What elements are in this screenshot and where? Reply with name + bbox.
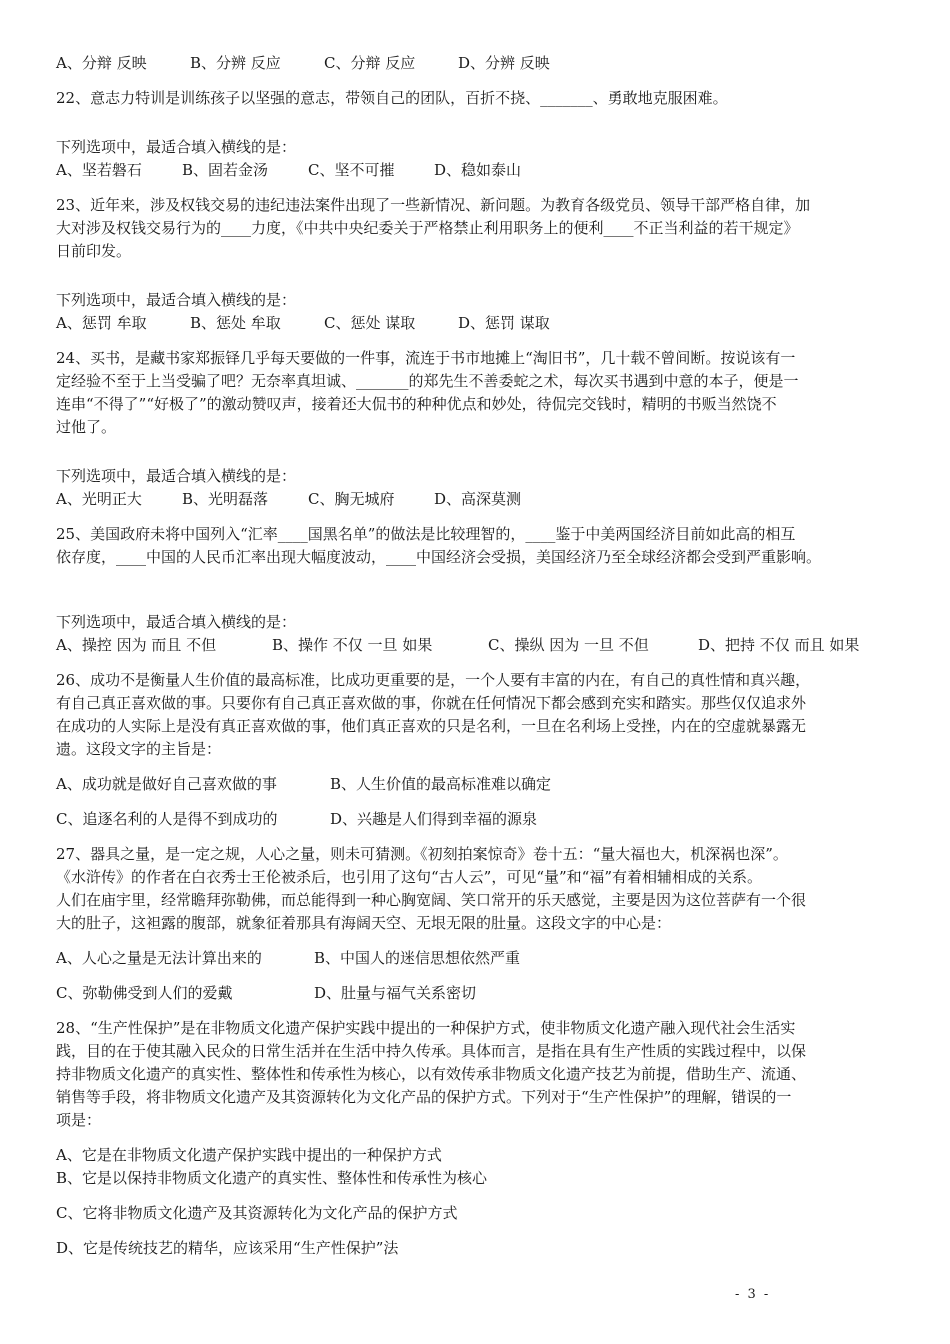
q21-option-b: B、分辨 反应 xyxy=(190,54,281,72)
q21-option-d: D、分辨 反映 xyxy=(458,54,550,72)
q27-line-3: 人们在庙宇里，经常瞻拜弥勒佛，而总能得到一种心胸宽阔、笑口常开的乐天感觉，主要是因为这位菩萨有一个很 xyxy=(56,891,807,909)
q23-line-3: 日前印发。 xyxy=(56,242,132,260)
q21-option-c: C、分辩 反应 xyxy=(324,54,416,72)
q28-line-3: 持非物质文化遗产的真实性、整体性和传承性为核心，以有效传承非物质文化遗产技艺为前提，借助生产、流通、 xyxy=(56,1065,807,1083)
q22-option-c: C、坚不可摧 xyxy=(308,161,395,179)
q22-option-b: B、固若金汤 xyxy=(182,161,269,179)
q24-line-3: 连串“不得了”“好极了”的激动赞叹声，接着还大侃书的种种优点和妙处，待侃完交钱时，精明的书贩当然饶不 xyxy=(56,395,777,413)
q26-options-row-1 xyxy=(56,773,906,796)
q26-option-d: D、兴趣是人们得到幸福的源泉 xyxy=(330,810,538,828)
q26-options-row-2 xyxy=(56,808,906,831)
page-number: - 3 - xyxy=(735,1287,771,1302)
q22-option-a: A、坚若磐石 xyxy=(56,161,142,179)
q27-options-row-2 xyxy=(56,982,906,1005)
q27-line-4: 大的肚子，这袒露的腹部，就象征着那具有海阔天空、无垠无限的肚量。这段文字的中心是： xyxy=(56,914,672,932)
q24-line-1: 24、买书，是藏书家郑振铎几乎每天要做的一件事，流连于书市地摊上“淘旧书”，几十载不曾间断。按说该有一 xyxy=(56,349,796,367)
q28-option-b: B、它是以保持非物质文化遗产的真实性、整体性和传承性为核心 xyxy=(56,1169,488,1187)
q24-line-2: 定经验不至于上当受骗了吧？无奈率真坦诚、_______的郑先生不善委蛇之术，每次买书遇到中意的本子，便是一 xyxy=(56,372,799,390)
q23-prompt: 下列选项中，最适合填入横线的是： xyxy=(56,291,297,309)
q23-option-a: A、惩罚 牟取 xyxy=(56,314,147,332)
q25-line-2: 依存度，____中国的人民币汇率出现大幅度波动，____中国经济会受损，美国经济乃至全球经济都会受到严重影响。 xyxy=(56,548,822,566)
q27-option-d: D、肚量与福气关系密切 xyxy=(314,984,477,1002)
q23-line-1: 23、近年来，涉及权钱交易的违纪违法案件出现了一些新情况、新问题。为教育各级党员、领导干部严格自律，加 xyxy=(56,196,811,214)
q24-options xyxy=(56,488,906,511)
q28-line-1: 28、“生产性保护”是在非物质文化遗产保护实践中提出的一种保护方式，使非物质文化遗产融入现代社会生活实 xyxy=(56,1019,796,1037)
q21-option-a: A、分辩 反映 xyxy=(56,54,147,72)
q28-option-c: C、它将非物质文化遗产及其资源转化为文化产品的保护方式 xyxy=(56,1204,458,1222)
q28-line-2: 践，目的在于使其融入民众的日常生活并在生活中持久传承。具体而言，是指在具有生产性质的实践过程中，以保 xyxy=(56,1042,807,1060)
q22-options xyxy=(56,159,906,182)
q28-option-d: D、它是传统技艺的精华，应该采用“生产性保护”法 xyxy=(56,1239,399,1257)
q24-option-d: D、高深莫测 xyxy=(434,490,522,508)
q22-option-d: D、稳如泰山 xyxy=(434,161,522,179)
q26-line-4: 遗。这段文字的主旨是： xyxy=(56,740,222,758)
q23-option-d: D、惩罚 谋取 xyxy=(458,314,550,332)
q26-option-b: B、人生价值的最高标准难以确定 xyxy=(330,775,552,793)
q25-option-a: A、操控 因为 而且 不但 xyxy=(56,636,217,654)
q22-prompt: 下列选项中，最适合填入横线的是： xyxy=(56,138,297,156)
q21-options xyxy=(56,52,906,75)
q27-option-c: C、弥勒佛受到人们的爱戴 xyxy=(56,984,233,1002)
q24-prompt: 下列选项中，最适合填入横线的是： xyxy=(56,467,297,485)
q26-option-a: A、成功就是做好自己喜欢做的事 xyxy=(56,775,277,793)
q28-line-5: 项是： xyxy=(56,1111,102,1129)
q27-option-b: B、中国人的迷信思想依然严重 xyxy=(314,949,521,967)
q26-option-c: C、追逐名利的人是得不到成功的 xyxy=(56,810,278,828)
q25-option-c: C、操纵 因为 一旦 不但 xyxy=(488,636,649,654)
q28-line-4: 销售等手段，将非物质文化遗产及其资源转化为文化产品的保护方式。下列对于“生产性保护”的理解，错误的一 xyxy=(56,1088,792,1106)
q23-options xyxy=(56,312,906,335)
q27-options-row-1 xyxy=(56,947,906,970)
q25-option-d: D、把持 不仅 而且 如果 xyxy=(698,636,860,654)
q26-line-2: 有自己真正喜欢做的事。只要你有自己真正喜欢做的事，你就在任何情况下都会感到充实和踏实。那些仅仅追求外 xyxy=(56,694,807,712)
q26-line-1: 26、成功不是衡量人生价值的最高标准，比成功更重要的是，一个人要有丰富的内在，有自己的真性情和真兴趣， xyxy=(56,671,811,689)
q25-line-1: 25、美国政府未将中国列入“汇率____国黑名单”的做法是比较理智的，____鉴于中美两国经济目前如此高的相互 xyxy=(56,525,796,543)
q24-option-b: B、光明磊落 xyxy=(182,490,269,508)
q27-line-2: 《水浒传》的作者在白衣秀士王伦被杀后，也引用了这句“古人云”，可见“量”和“福”有着相辅相成的关系。 xyxy=(56,868,763,886)
q23-option-b: B、惩处 牟取 xyxy=(190,314,281,332)
q25-options xyxy=(56,634,906,657)
q24-line-4: 过他了。 xyxy=(56,418,117,436)
q27-option-a: A、人心之量是无法计算出来的 xyxy=(56,949,262,967)
q23-option-c: C、惩处 谋取 xyxy=(324,314,416,332)
document-page xyxy=(56,52,906,1260)
q28-option-a: A、它是在非物质文化遗产保护实践中提出的一种保护方式 xyxy=(56,1146,442,1164)
q25-option-b: B、操作 不仅 一旦 如果 xyxy=(272,636,433,654)
q23-line-2: 大对涉及权钱交易行为的____力度，《中共中央纪委关于严格禁止利用职务上的便利____不正当利益的若干规定》 xyxy=(56,219,799,237)
q25-prompt: 下列选项中，最适合填入横线的是： xyxy=(56,613,297,631)
q24-option-a: A、光明正大 xyxy=(56,490,142,508)
q27-line-1: 27、器具之量，是一定之规，人心之量，则未可猜测。《初刻拍案惊奇》卷十五：“量大福也大，机深祸也深”。 xyxy=(56,845,788,863)
q26-line-3: 在成功的人实际上是没有真正喜欢做的事，他们真正喜欢的只是名利，一旦在名利场上受挫，内在的空虚就暴露无 xyxy=(56,717,807,735)
q24-option-c: C、胸无城府 xyxy=(308,490,395,508)
q22-stem: 22、意志力特训是训练孩子以坚强的意志，带领自己的团队，百折不挠、_______、勇敢地克服困难。 xyxy=(56,89,728,107)
